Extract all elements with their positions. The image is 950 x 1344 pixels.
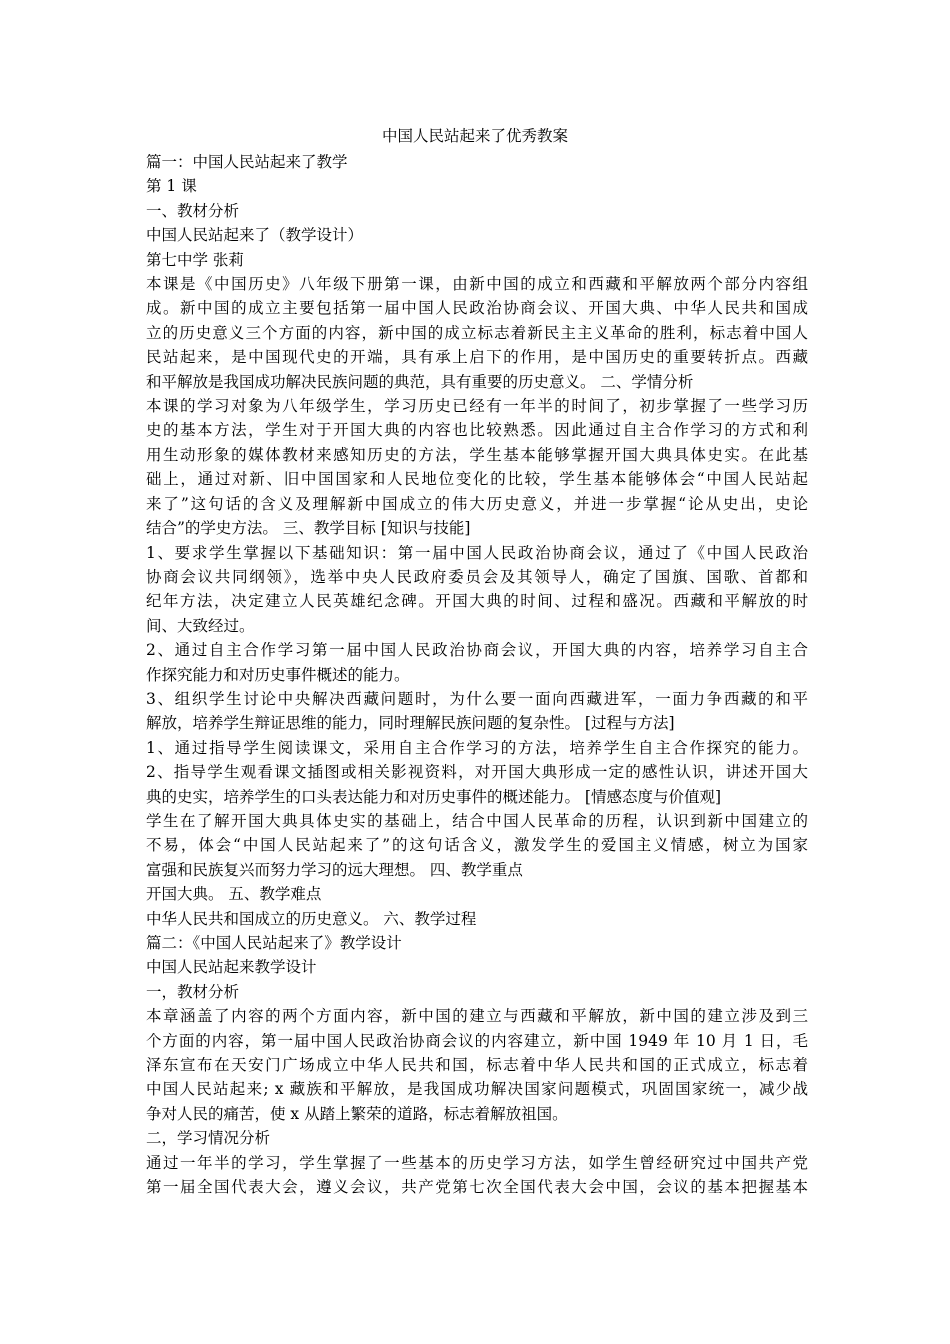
- text-line: 争对人民的痛苦，使 x 从踏上繁荣的道路，标志着解放祖国。: [146, 1104, 568, 1123]
- document-title: 中国人民站起来了优秀教案: [381, 127, 568, 145]
- text-line: 间、大致经过。: [146, 616, 255, 635]
- text-line: 成。新中国的成立主要包括第一届中国人民政治协商会议、开国大典、中华人民共和国成: [146, 299, 808, 318]
- text-line: 中国人民站起来; x 藏族和平解放，是我国成功解决国家问题模式，巩固国家统一，减少战: [146, 1080, 808, 1099]
- text-line: 二，学习情况分析: [146, 1129, 271, 1148]
- text-line: 第一届全国代表大会，遵义会议，共产党第七次全国代表大会中国，会议的基本把握基本: [146, 1178, 808, 1197]
- text-line: 史的基本方法，学生对于开国大典的内容也比较熟悉。因此通过自主合作学习的方式和利: [146, 421, 808, 440]
- text-line: 篇二：《中国人民站起来了》教学设计: [146, 934, 402, 952]
- text-line: 本课的学习对象为八年级学生，学习历史已经有一年半的时间了，初步掌握了一些学习历: [146, 397, 808, 416]
- text-line: 篇一：中国人民站起来了教学: [146, 153, 348, 171]
- text-line: 本课是《中国历史》八年级下册第一课，由新中国的成立和西藏和平解放两个部分内容组: [146, 275, 808, 294]
- text-line: 立的历史意义三个方面的内容，新中国的成立标志着新民主主义革命的胜利，标志着中国人: [146, 323, 808, 342]
- text-line: 本章涵盖了内容的两个方面内容，新中国的建立与西藏和平解放，新中国的建立涉及到三: [146, 1007, 808, 1026]
- text-line: 和平解放是我国成功解决民族问题的典范，具有重要的历史意义。 二、学情分析: [146, 372, 694, 391]
- text-line: 个方面的内容，第一届中国人民政治协商会议的内容建立，新中国 1949 年 10 月 1 日，毛: [146, 1031, 808, 1050]
- text-line: 中华人民共和国成立的历史意义。 六、教学过程: [146, 909, 477, 928]
- text-line: 开国大典。 五、教学难点: [146, 885, 322, 904]
- text-line: 学生在了解开国大典具体史实的基础上，结合中国人民革命的历程，认识到新中国建立的: [146, 811, 808, 830]
- text-line: 作探究能力和对历史事件概述的能力。: [146, 665, 410, 684]
- text-line: 解放，培养学生辩证思维的能力，同时理解民族问题的复杂性。 [过程与方法]: [146, 714, 675, 733]
- text-line: 第七中学 张莉: [146, 250, 244, 269]
- text-line: 中国人民站起来教学设计: [146, 958, 317, 977]
- text-line: 一、教材分析: [146, 201, 240, 220]
- text-line: 1、通过指导学生阅读课文，采用自主合作学习的方法，培养学生自主合作探究的能力。: [146, 738, 808, 757]
- text-line: 典的史实，培养学生的口头表达能力和对历史事件的概述能力。 [情感态度与价值观]: [146, 787, 722, 806]
- text-line: 用生动形象的媒体教材来感知历史的方法，学生基本能够掌握开国大典具体史实。在此基: [146, 445, 808, 464]
- text-line: 通过一年半的学习，学生掌握了一些基本的历史学习方法，如学生曾经研究过中国共产党: [146, 1153, 808, 1172]
- text-line: 来了”这句话的含义及理解新中国成立的伟大历史意义，并进一步掌握“论从史出，史论: [146, 494, 808, 513]
- text-line: 泽东宣布在天安门广场成立中华人民共和国，标志着中华人民共和国的正式成立，标志着: [146, 1056, 808, 1075]
- document-body: [146, 150, 808, 1199]
- text-line: 一，教材分析: [146, 982, 240, 1001]
- text-line: 第 1 课: [146, 177, 197, 196]
- text-line: 础上，通过对新、旧中国国家和人民地位变化的比较，学生基本能够体会“中国人民站起: [146, 470, 808, 489]
- text-line: 中国人民站起来了（教学设计）: [146, 226, 364, 245]
- text-line: 不易，体会“中国人民站起来了”的这句话含义，激发学生的爱国主义情感，树立为国家: [146, 836, 808, 855]
- text-line: 纪年方法，决定建立人民英雄纪念碑。开国大典的时间、过程和盛况。西藏和平解放的时: [146, 592, 808, 611]
- text-line: 协商会议共同纲领》，选举中央人民政府委员会及其领导人，确定了国旗、国歌、首都和: [146, 567, 808, 586]
- text-line: 富强和民族复兴而努力学习的远大理想。 四、教学重点: [146, 860, 523, 879]
- text-line: 民站起来，是中国现代史的开端，具有承上启下的作用，是中国历史的重要转折点。西藏: [146, 348, 808, 367]
- text-line: 2、通过自主合作学习第一届中国人民政治协商会议，开国大典的内容，培养学习自主合: [146, 641, 808, 660]
- text-line: 2、指导学生观看课文插图或相关影视资料，对开国大典形成一定的感性认识，讲述开国大: [146, 763, 808, 782]
- text-line: 结合”的学史方法。 三、教学目标 [知识与技能]: [146, 519, 471, 538]
- text-line: 3、组织学生讨论中央解决西藏问题时，为什么要一面向西藏进军，一面力争西藏的和平: [146, 689, 808, 708]
- text-line: 1、要求学生掌握以下基础知识：第一届中国人民政治协商会议，通过了《中国人民政治: [146, 543, 808, 562]
